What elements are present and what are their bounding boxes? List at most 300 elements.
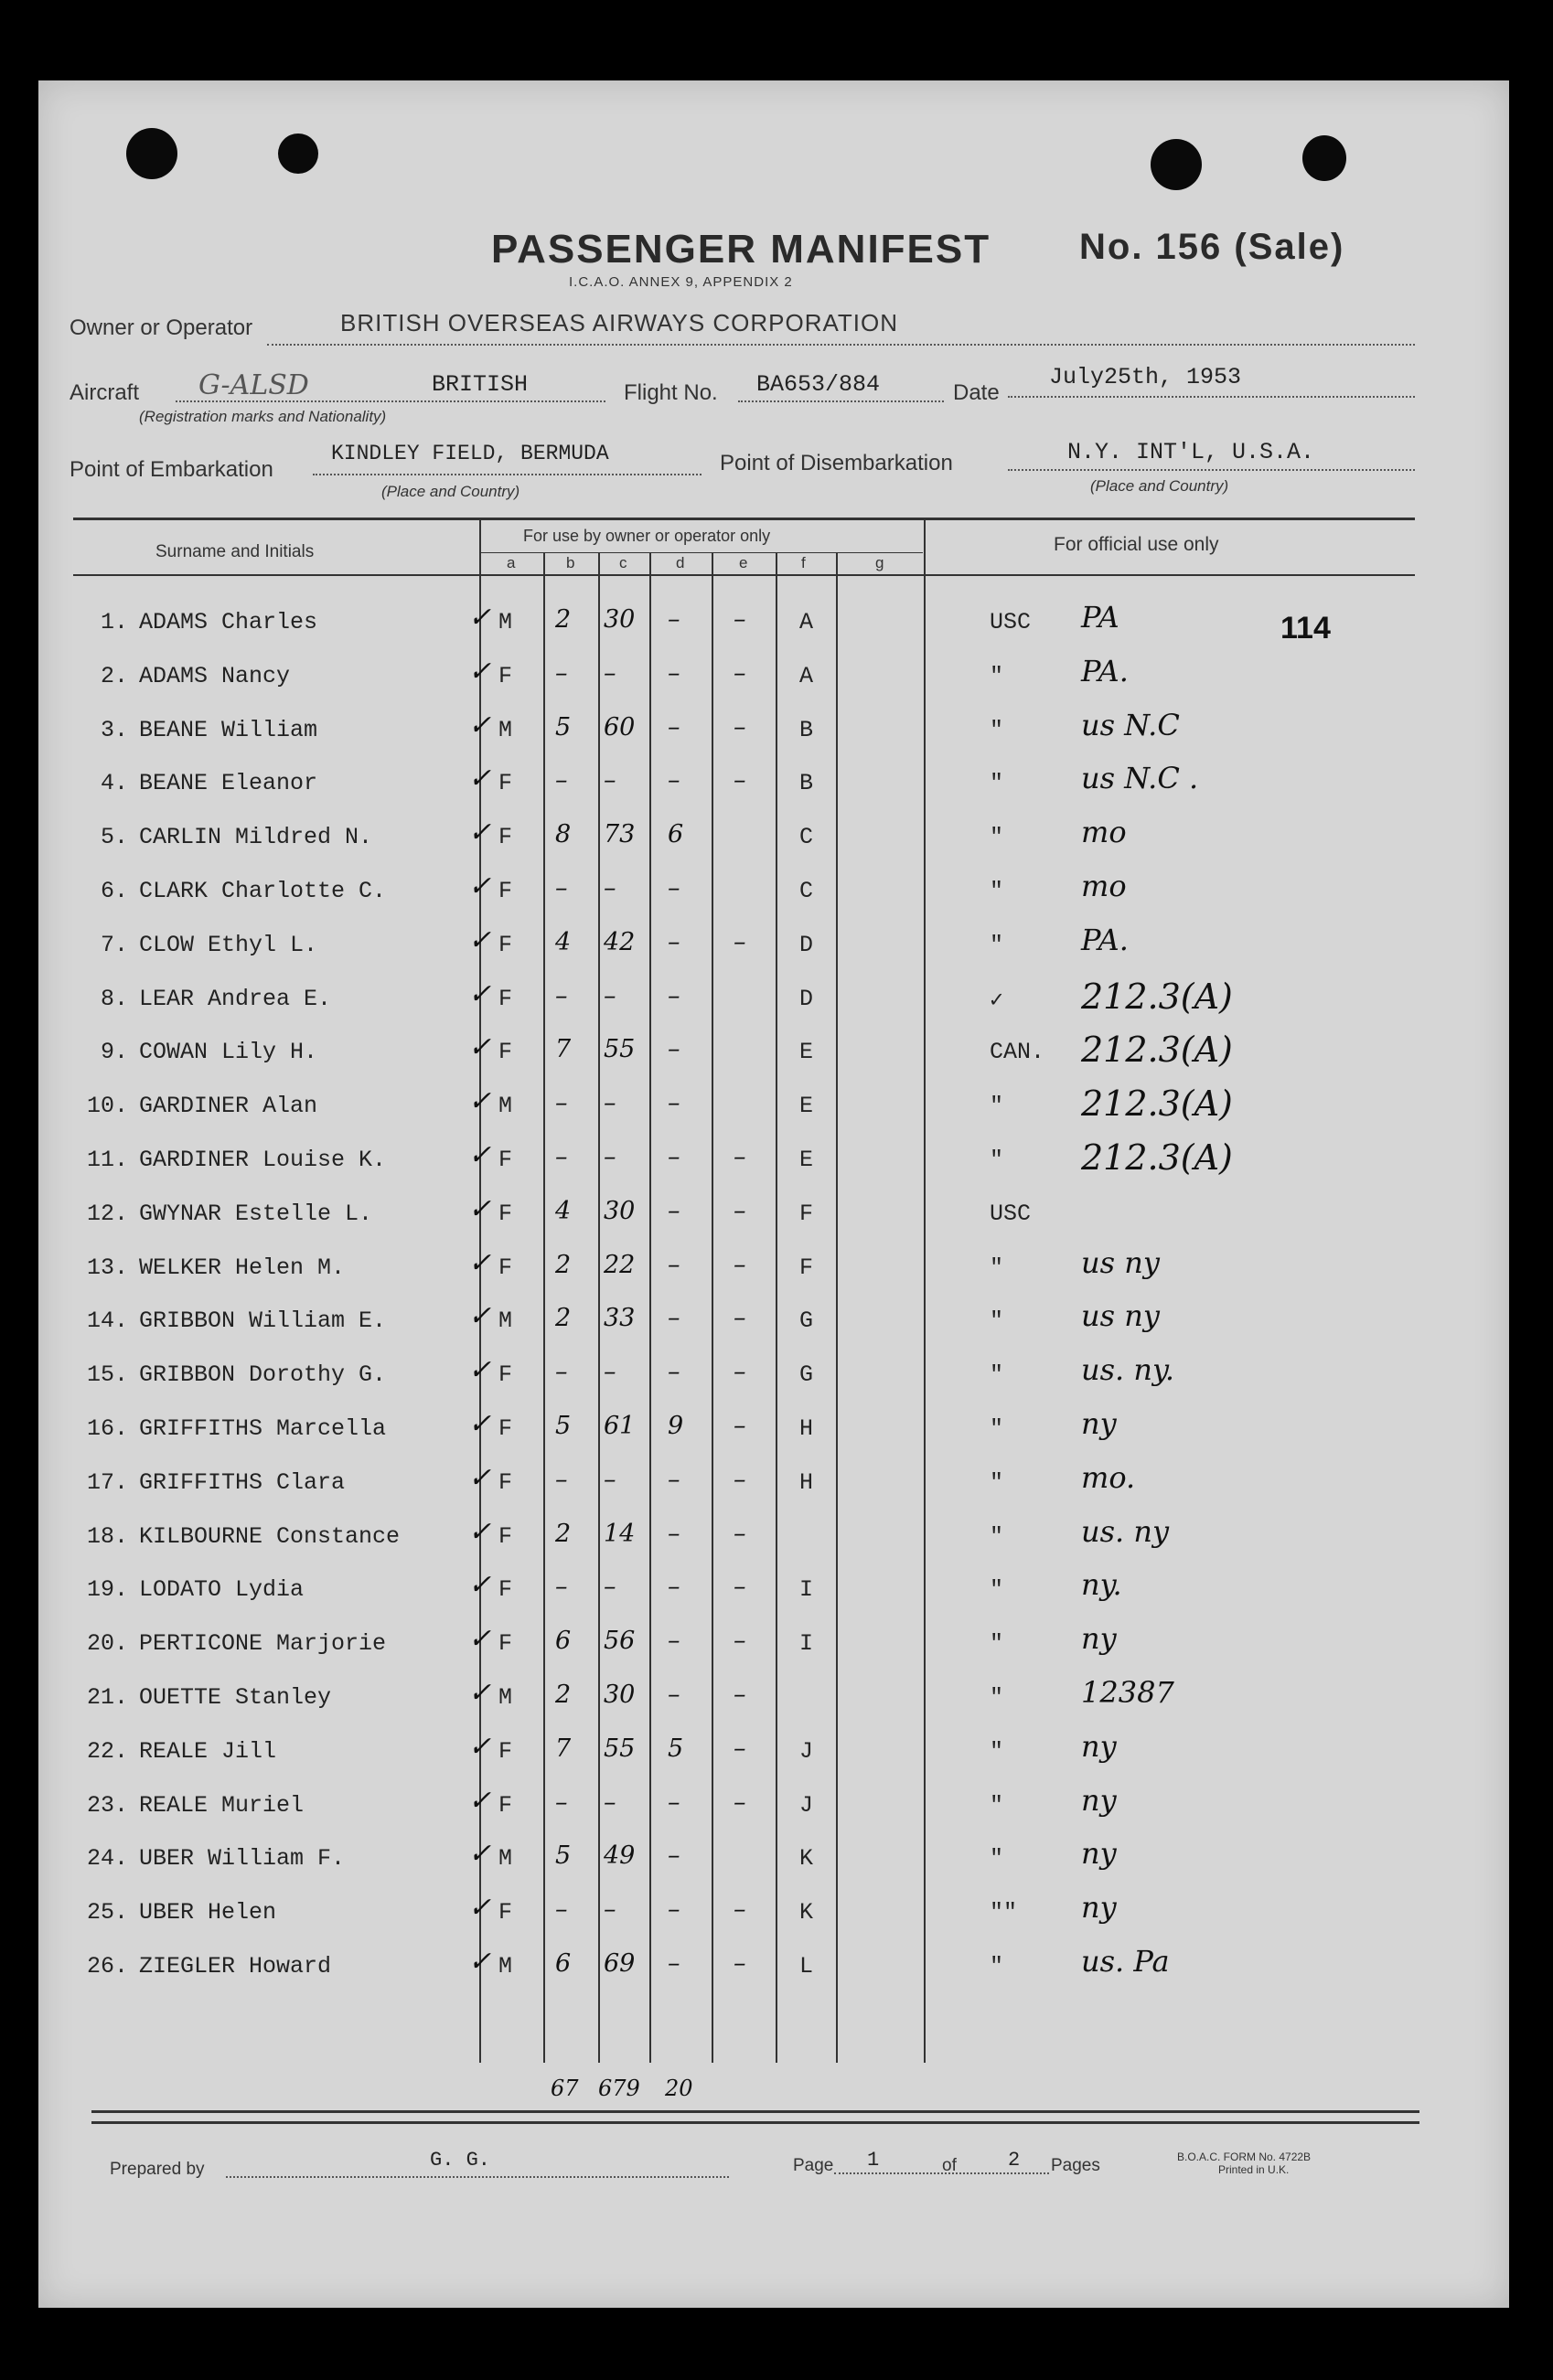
passenger-name: GWYNAR Estelle L. <box>139 1200 373 1227</box>
count-d: – <box>668 1895 680 1925</box>
owner-label: Owner or Operator <box>70 315 253 340</box>
manifest-sheet <box>38 80 1509 2308</box>
row-number: 20. <box>86 1630 128 1658</box>
check-mark: ✓ <box>468 816 492 849</box>
official-note: 212.3(A) <box>1081 1083 1233 1125</box>
printed-in: Printed in U.K. <box>1218 2163 1290 2176</box>
sex: F <box>498 1415 513 1442</box>
row-number: 18. <box>86 1522 128 1550</box>
date-label: Date <box>953 380 1000 405</box>
passenger-name: UBER Helen <box>139 1899 277 1926</box>
count-c: – <box>604 1465 616 1494</box>
punch-hole-left <box>126 128 177 179</box>
of-value: 2 <box>1008 2149 1021 2172</box>
passenger-name: REALE Muriel <box>139 1791 305 1819</box>
row-number: 24. <box>86 1845 128 1873</box>
count-c: 69 <box>604 1949 636 1978</box>
check-mark: ✓ <box>468 977 492 1010</box>
official-number: 114 <box>1280 611 1331 646</box>
page-lines <box>834 2172 1049 2174</box>
count-e: – <box>734 1465 746 1494</box>
check-mark: ✓ <box>468 1730 492 1763</box>
disembarkation-label: Point of Disembarkation <box>720 451 953 475</box>
passenger-name: GRIFFITHS Marcella <box>139 1415 387 1442</box>
sex: M <box>498 716 513 743</box>
manifest-number: No. 156 (Sale) <box>1079 227 1345 267</box>
check-mark: ✓ <box>468 1515 492 1548</box>
official-code: USC <box>990 609 1032 635</box>
col-official-header: For official use only <box>1054 534 1219 555</box>
count-d: – <box>668 1304 680 1333</box>
count-d: – <box>668 1949 680 1978</box>
owner-subhdr-rule <box>479 552 923 553</box>
group-letter: K <box>799 1899 814 1926</box>
count-e: – <box>734 927 746 956</box>
count-c: 73 <box>604 820 636 849</box>
embarkation-caption: (Place and Country) <box>381 483 520 500</box>
official-note: PA. <box>1081 922 1129 957</box>
column-divider <box>479 518 481 2063</box>
row-number: 16. <box>86 1415 128 1442</box>
passenger-name: GRIBBON Dorothy G. <box>139 1361 387 1389</box>
sex: F <box>498 770 513 797</box>
flight-label: Flight No. <box>624 380 718 405</box>
passenger-name: GARDINER Alan <box>139 1093 318 1120</box>
count-e: – <box>734 1196 746 1225</box>
count-c: 22 <box>604 1250 636 1279</box>
column-divider <box>712 552 713 2063</box>
official-code: " <box>990 824 1004 851</box>
sub-column-header: a <box>507 554 516 571</box>
official-note: ny <box>1081 1782 1117 1818</box>
check-mark: ✓ <box>468 923 492 956</box>
sex: F <box>498 878 513 904</box>
count-e: – <box>734 605 746 634</box>
group-letter: C <box>799 824 814 851</box>
passenger-name: ADAMS Nancy <box>139 662 291 689</box>
count-c: – <box>604 1358 616 1387</box>
sub-column-header: e <box>739 554 748 571</box>
aircraft-label: Aircraft <box>70 380 140 405</box>
count-e: – <box>734 1143 746 1171</box>
footer-rule-2 <box>91 2121 1419 2124</box>
sex: F <box>498 1630 513 1658</box>
count-c: 33 <box>604 1304 636 1333</box>
count-c: – <box>604 658 616 688</box>
count-c: – <box>604 1089 616 1118</box>
check-mark: ✓ <box>468 1784 492 1817</box>
official-code: " <box>990 878 1004 904</box>
date-value: July25th, 1953 <box>1049 364 1242 390</box>
footer-rule-1 <box>91 2110 1419 2113</box>
prepared-line <box>226 2176 729 2178</box>
count-c: 60 <box>604 712 636 742</box>
count-e: – <box>734 1519 746 1548</box>
sex: F <box>498 824 513 851</box>
disembarkation-value: N.Y. INT'L, U.S.A. <box>1067 439 1315 465</box>
official-code: " <box>990 1254 1004 1281</box>
count-e: – <box>734 1250 746 1279</box>
count-b: – <box>555 874 568 902</box>
count-b: 7 <box>555 1035 572 1064</box>
official-code: " <box>990 1522 1004 1550</box>
official-code: " <box>990 1147 1004 1173</box>
row-number: 7. <box>100 931 128 958</box>
group-letter: E <box>799 1039 814 1066</box>
count-d: – <box>668 1089 680 1118</box>
sex: F <box>498 662 513 689</box>
official-note: ny <box>1081 1406 1117 1441</box>
official-note: mo. <box>1081 1459 1136 1495</box>
count-c: – <box>604 981 616 1010</box>
count-d: – <box>668 1035 680 1064</box>
total-d: 20 <box>665 2076 693 2101</box>
check-mark: ✓ <box>468 1085 492 1118</box>
count-b: – <box>555 981 568 1010</box>
sex: F <box>498 1200 513 1227</box>
count-d: – <box>668 1841 680 1871</box>
count-c: 56 <box>604 1627 636 1656</box>
group-letter: I <box>799 1576 814 1604</box>
row-number: 23. <box>86 1791 128 1819</box>
count-e: – <box>734 766 746 795</box>
group-letter: G <box>799 1361 814 1389</box>
count-d: – <box>668 1627 680 1656</box>
official-note: 212.3(A) <box>1081 1030 1233 1071</box>
count-b: – <box>555 1465 568 1494</box>
count-b: – <box>555 1143 568 1171</box>
count-c: 30 <box>604 605 636 634</box>
row-number: 19. <box>86 1576 128 1604</box>
passenger-name: BEANE William <box>139 716 318 743</box>
prepared-value: G. G. <box>430 2149 491 2172</box>
official-code: CAN. <box>990 1039 1045 1066</box>
count-b: 8 <box>555 820 572 849</box>
date-line <box>1008 396 1415 398</box>
count-c: – <box>604 1895 616 1925</box>
group-letter: C <box>799 878 814 904</box>
of-label: of <box>942 2156 957 2175</box>
passenger-name: KILBOURNE Constance <box>139 1522 401 1550</box>
count-b: – <box>555 1895 568 1925</box>
count-c: 49 <box>604 1841 636 1871</box>
embarkation-label: Point of Embarkation <box>70 457 273 482</box>
row-number: 22. <box>86 1737 128 1765</box>
passenger-name: UBER William F. <box>139 1845 346 1873</box>
count-d: – <box>668 712 680 742</box>
check-mark: ✓ <box>468 1354 492 1387</box>
sex: M <box>498 1307 513 1335</box>
official-code: " <box>990 1576 1004 1604</box>
count-b: 4 <box>555 1196 572 1225</box>
sub-column-header: g <box>875 554 884 571</box>
check-mark: ✓ <box>468 870 492 902</box>
row-number: 15. <box>86 1361 128 1389</box>
sub-column-header: b <box>566 554 575 571</box>
official-code: " <box>990 770 1004 797</box>
owner-value: BRITISH OVERSEAS AIRWAYS CORPORATION <box>340 309 899 336</box>
total-c: 679 <box>598 2076 640 2101</box>
group-letter: A <box>799 609 814 635</box>
official-note: ny. <box>1081 1567 1122 1603</box>
official-note: us. Pa <box>1081 1944 1170 1979</box>
count-c: 30 <box>604 1196 636 1225</box>
group-letter: D <box>799 985 814 1012</box>
punch-hole-right-2 <box>1302 135 1346 181</box>
count-b: 2 <box>555 1519 572 1548</box>
count-b: – <box>555 766 568 795</box>
row-number: 17. <box>86 1468 128 1496</box>
group-letter: L <box>799 1953 814 1980</box>
official-code: " <box>990 1845 1004 1873</box>
row-number: 11. <box>86 1147 128 1173</box>
count-c: 42 <box>604 927 636 956</box>
official-code: "" <box>990 1899 1018 1926</box>
check-mark: ✓ <box>468 1946 492 1978</box>
count-d: – <box>668 874 680 902</box>
check-mark: ✓ <box>468 1139 492 1171</box>
col-name-header: Surname and Initials <box>155 542 315 561</box>
count-c: – <box>604 1143 616 1171</box>
row-number: 25. <box>86 1899 128 1926</box>
count-d: – <box>668 658 680 688</box>
count-d: 6 <box>668 820 684 849</box>
sex: M <box>498 1093 513 1120</box>
count-e: – <box>734 658 746 688</box>
table-top-rule <box>73 518 1415 520</box>
count-b: – <box>555 1573 568 1602</box>
row-number: 1. <box>100 609 128 635</box>
check-mark: ✓ <box>468 1569 492 1602</box>
official-code: " <box>990 1093 1004 1120</box>
official-note: PA. <box>1081 653 1129 688</box>
disembarkation-caption: (Place and Country) <box>1090 477 1229 495</box>
official-code: " <box>990 1361 1004 1389</box>
sex: M <box>498 1953 513 1980</box>
count-b: – <box>555 658 568 688</box>
row-number: 6. <box>100 878 128 904</box>
row-number: 9. <box>100 1039 128 1066</box>
sub-column-header: c <box>619 554 627 571</box>
manifest-title: PASSENGER MANIFEST <box>491 227 991 272</box>
passenger-name: GARDINER Louise K. <box>139 1147 387 1173</box>
official-code: " <box>990 1953 1004 1980</box>
count-d: – <box>668 1519 680 1548</box>
count-d: – <box>668 1465 680 1494</box>
count-e: – <box>734 1358 746 1387</box>
count-e: – <box>734 1895 746 1925</box>
group-letter: F <box>799 1254 814 1281</box>
check-mark: ✓ <box>468 763 492 795</box>
total-b: 67 <box>551 2076 579 2101</box>
count-c: – <box>604 1788 616 1817</box>
count-e: – <box>734 712 746 742</box>
sex: F <box>498 1254 513 1281</box>
check-mark: ✓ <box>468 1031 492 1064</box>
check-mark: ✓ <box>468 1677 492 1709</box>
passenger-name: CLOW Ethyl L. <box>139 931 318 958</box>
sex: M <box>498 609 513 635</box>
passenger-name: ZIEGLER Howard <box>139 1953 332 1980</box>
group-letter: I <box>799 1630 814 1658</box>
count-b: 6 <box>555 1627 572 1656</box>
group-letter: H <box>799 1415 814 1442</box>
aircraft-line <box>176 400 605 402</box>
row-number: 3. <box>100 716 128 743</box>
count-d: – <box>668 927 680 956</box>
row-number: 12. <box>86 1200 128 1227</box>
pages-label: Pages <box>1051 2156 1100 2175</box>
sub-column-header: d <box>676 554 685 571</box>
check-mark: ✓ <box>468 1623 492 1656</box>
check-mark: ✓ <box>468 1246 492 1279</box>
count-b: 6 <box>555 1949 572 1978</box>
sex: F <box>498 1361 513 1389</box>
sex: F <box>498 931 513 958</box>
check-mark: ✓ <box>468 1300 492 1333</box>
sex: M <box>498 1684 513 1711</box>
passenger-name: ADAMS Charles <box>139 609 318 635</box>
official-code: " <box>990 1468 1004 1496</box>
official-note: mo <box>1081 869 1127 903</box>
passenger-name: GRIFFITHS Clara <box>139 1468 346 1496</box>
official-code: " <box>990 1791 1004 1819</box>
official-code: ✓ <box>990 987 1004 1014</box>
count-d: – <box>668 1358 680 1387</box>
official-code: USC <box>990 1200 1032 1227</box>
group-letter: J <box>799 1791 814 1819</box>
row-number: 26. <box>86 1953 128 1980</box>
official-code: " <box>990 1630 1004 1658</box>
passenger-name: OUETTE Stanley <box>139 1684 332 1711</box>
count-c: 55 <box>604 1035 636 1064</box>
official-code: " <box>990 1307 1004 1335</box>
count-c: 30 <box>604 1681 636 1709</box>
group-letter: J <box>799 1737 814 1765</box>
check-mark: ✓ <box>468 709 492 742</box>
disembarkation-line <box>1008 469 1415 471</box>
column-divider <box>649 552 651 2063</box>
aircraft-nationality: BRITISH <box>432 371 529 398</box>
group-letter: E <box>799 1093 814 1120</box>
count-b: 2 <box>555 1304 572 1333</box>
passenger-name: LEAR Andrea E. <box>139 985 332 1012</box>
row-number: 5. <box>100 824 128 851</box>
official-note: PA <box>1081 600 1119 635</box>
count-b: 2 <box>555 1681 572 1709</box>
check-mark: ✓ <box>468 602 492 634</box>
passenger-name: CARLIN Mildred N. <box>139 824 373 851</box>
row-number: 8. <box>100 985 128 1012</box>
count-b: 2 <box>555 1250 572 1279</box>
official-code: " <box>990 662 1004 689</box>
group-letter: E <box>799 1147 814 1173</box>
official-note: ny <box>1081 1728 1117 1764</box>
count-d: – <box>668 1788 680 1817</box>
count-b: 2 <box>555 605 572 634</box>
count-d: – <box>668 1250 680 1279</box>
count-b: 7 <box>555 1734 572 1763</box>
sub-column-header: f <box>801 554 806 571</box>
column-divider <box>836 552 838 2063</box>
official-code: " <box>990 716 1004 743</box>
count-c: 61 <box>604 1412 636 1440</box>
official-note: 12387 <box>1081 1675 1174 1710</box>
page-value: 1 <box>867 2149 880 2172</box>
check-mark: ✓ <box>468 1192 492 1225</box>
check-mark: ✓ <box>468 1838 492 1871</box>
check-mark: ✓ <box>468 1408 492 1440</box>
group-letter: K <box>799 1845 814 1873</box>
passenger-name: LODATO Lydia <box>139 1576 305 1604</box>
count-c: 14 <box>604 1519 636 1548</box>
count-b: – <box>555 1788 568 1817</box>
count-e: – <box>734 1681 746 1709</box>
count-b: 5 <box>555 712 572 742</box>
official-note: us N.C <box>1081 707 1180 742</box>
owner-line <box>267 344 1415 346</box>
official-note: us. ny <box>1081 1513 1170 1549</box>
official-note: ny <box>1081 1890 1117 1926</box>
count-d: – <box>668 1573 680 1602</box>
count-c: – <box>604 874 616 902</box>
count-c: 55 <box>604 1734 636 1763</box>
count-d: 9 <box>668 1412 684 1440</box>
flight-line <box>738 400 944 402</box>
sex: F <box>498 1791 513 1819</box>
sex: F <box>498 1576 513 1604</box>
prepared-label: Prepared by <box>110 2160 205 2179</box>
count-c: – <box>604 1573 616 1602</box>
row-number: 21. <box>86 1684 128 1711</box>
official-note: us N.C . <box>1081 761 1199 796</box>
count-e: – <box>734 1788 746 1817</box>
page-label: Page <box>793 2156 834 2175</box>
flight-value: BA653/884 <box>756 371 881 398</box>
passenger-name: PERTICONE Marjorie <box>139 1630 387 1658</box>
official-note: us. ny. <box>1081 1352 1174 1388</box>
row-number: 2. <box>100 662 128 689</box>
count-d: – <box>668 1681 680 1709</box>
passenger-name: CLARK Charlotte C. <box>139 878 387 904</box>
official-note: ny <box>1081 1836 1117 1872</box>
count-d: – <box>668 605 680 634</box>
embarkation-value: KINDLEY FIELD, BERMUDA <box>331 442 609 465</box>
official-note: us ny <box>1081 1244 1160 1280</box>
sex: F <box>498 1522 513 1550</box>
group-letter: G <box>799 1307 814 1335</box>
official-code: " <box>990 1415 1004 1442</box>
sex: M <box>498 1845 513 1873</box>
punch-hole-left-2 <box>278 133 318 174</box>
check-mark: ✓ <box>468 655 492 688</box>
table-header-rule <box>73 574 1415 576</box>
official-code: " <box>990 1737 1004 1765</box>
count-d: – <box>668 1196 680 1225</box>
manifest-subtitle: I.C.A.O. ANNEX 9, APPENDIX 2 <box>569 274 793 290</box>
column-divider <box>598 552 600 2063</box>
column-divider <box>924 518 926 2063</box>
sex: F <box>498 1899 513 1926</box>
sex: F <box>498 1468 513 1496</box>
group-letter: F <box>799 1200 814 1227</box>
count-b: 4 <box>555 927 572 956</box>
embarkation-line <box>313 474 702 475</box>
column-divider <box>543 552 545 2063</box>
check-mark: ✓ <box>468 1892 492 1925</box>
punch-hole-right <box>1151 139 1202 190</box>
count-d: – <box>668 1143 680 1171</box>
